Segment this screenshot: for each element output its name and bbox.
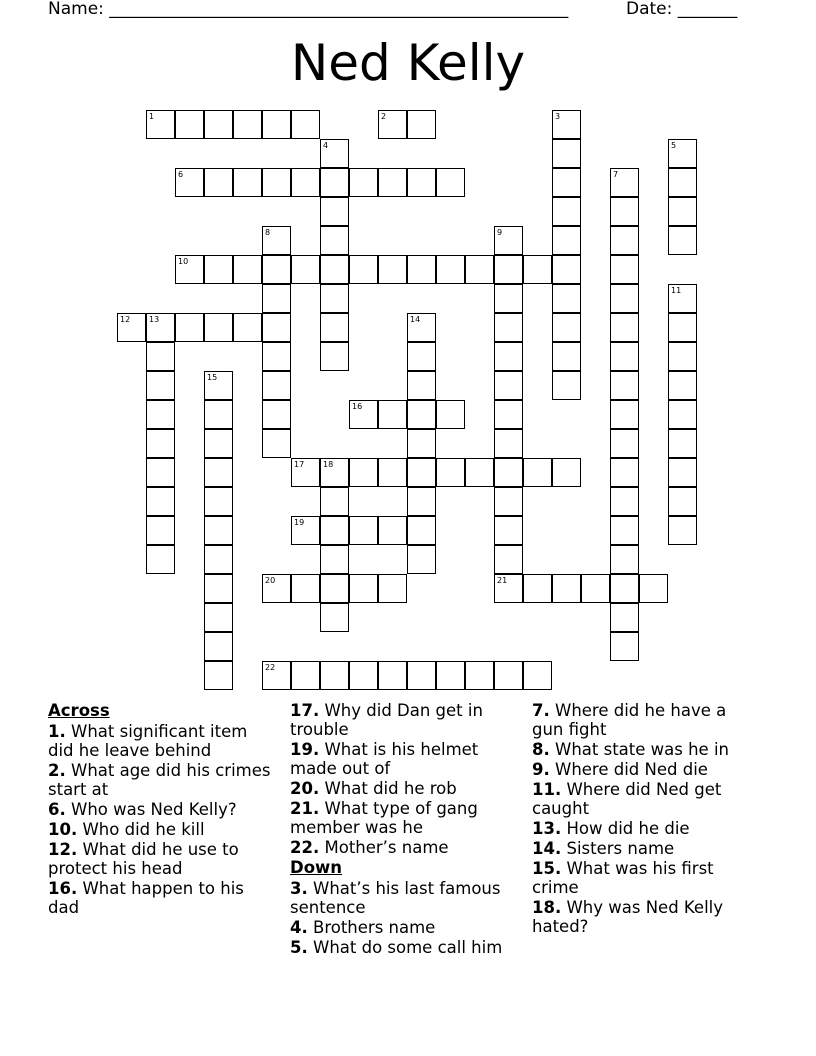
grid-cell[interactable]	[552, 313, 581, 342]
grid-cell[interactable]	[291, 574, 320, 603]
grid-cell[interactable]	[494, 284, 523, 313]
grid-cell[interactable]	[668, 342, 697, 371]
grid-cell[interactable]	[407, 342, 436, 371]
clue-down-11: 11. Where did Ned get caught	[532, 780, 722, 818]
clue-number: 21	[497, 576, 508, 585]
grid-cell[interactable]	[668, 487, 697, 516]
grid-cell[interactable]	[291, 458, 320, 487]
grid-cell[interactable]	[407, 168, 436, 197]
clue-number: 14	[410, 315, 421, 324]
grid-cell[interactable]	[146, 110, 175, 139]
grid-cell[interactable]	[262, 342, 291, 371]
grid-cell[interactable]	[349, 458, 378, 487]
grid-cell[interactable]	[320, 313, 349, 342]
grid-cell[interactable]	[407, 429, 436, 458]
grid-cell[interactable]	[233, 313, 262, 342]
grid-cell[interactable]	[523, 661, 552, 690]
grid-cell[interactable]	[146, 371, 175, 400]
grid-cell[interactable]	[320, 487, 349, 516]
grid-cell[interactable]	[204, 661, 233, 690]
grid-cell[interactable]	[668, 168, 697, 197]
clue-down-9: 9. Where did Ned die	[532, 760, 708, 779]
grid-cell[interactable]	[262, 110, 291, 139]
clue-down-13: 13. How did he die	[532, 819, 690, 838]
grid-cell[interactable]	[610, 168, 639, 197]
grid-cell[interactable]	[436, 255, 465, 284]
grid-cell[interactable]	[610, 371, 639, 400]
grid-cell[interactable]	[552, 255, 581, 284]
grid-cell[interactable]	[407, 400, 436, 429]
grid-cell[interactable]	[668, 400, 697, 429]
clue-down-4: 4. Brothers name	[290, 918, 436, 937]
grid-cell[interactable]	[117, 313, 146, 342]
clue-number: 9	[497, 228, 503, 237]
grid-cell[interactable]	[146, 400, 175, 429]
grid-cell[interactable]	[610, 226, 639, 255]
grid-cell[interactable]	[349, 661, 378, 690]
grid-cell[interactable]	[494, 400, 523, 429]
grid-cell[interactable]	[146, 342, 175, 371]
grid-cell[interactable]	[262, 661, 291, 690]
clue-across-19: 19. What is his helmet made out of	[290, 740, 479, 778]
grid-cell[interactable]	[146, 313, 175, 342]
grid-cell[interactable]	[610, 603, 639, 632]
grid-cell[interactable]	[262, 400, 291, 429]
grid-cell[interactable]	[175, 255, 204, 284]
clue-down-5: 5. What do some call him	[290, 938, 503, 957]
grid-cell[interactable]	[552, 284, 581, 313]
grid-cell[interactable]	[494, 487, 523, 516]
grid-cell[interactable]	[552, 458, 581, 487]
grid-cell[interactable]	[610, 632, 639, 661]
grid-cell[interactable]	[494, 313, 523, 342]
name-field-label[interactable]: Name: ______________________________________________________	[48, 0, 569, 19]
grid-cell[interactable]	[262, 313, 291, 342]
clue-number: 5	[671, 141, 677, 150]
grid-cell[interactable]	[465, 458, 494, 487]
grid-cell[interactable]	[320, 226, 349, 255]
grid-cell[interactable]	[291, 168, 320, 197]
clue-number: 3	[555, 112, 561, 121]
grid-cell[interactable]	[465, 661, 494, 690]
grid-cell[interactable]	[610, 545, 639, 574]
grid-cell[interactable]	[262, 226, 291, 255]
grid-cell[interactable]	[610, 400, 639, 429]
grid-cell[interactable]	[349, 168, 378, 197]
grid-cell[interactable]	[320, 342, 349, 371]
grid-cell[interactable]	[668, 284, 697, 313]
clue-down-7: 7. Where did he have a gun fight	[532, 701, 727, 739]
clue-number: 8	[265, 228, 271, 237]
grid-cell[interactable]	[407, 255, 436, 284]
grid-cell[interactable]	[552, 574, 581, 603]
clue-across-12: 12. What did he use to protect his head	[48, 840, 239, 878]
grid-cell[interactable]	[610, 197, 639, 226]
grid-cell[interactable]	[610, 284, 639, 313]
grid-cell[interactable]	[320, 516, 349, 545]
grid-cell[interactable]	[204, 545, 233, 574]
grid-cell[interactable]	[291, 110, 320, 139]
clues-column-1	[48, 701, 273, 918]
clue-across-16: 16. What happen to his dad	[48, 879, 244, 917]
grid-cell[interactable]	[320, 458, 349, 487]
grid-cell[interactable]	[204, 487, 233, 516]
grid-cell[interactable]	[262, 168, 291, 197]
grid-cell[interactable]	[494, 371, 523, 400]
grid-cell[interactable]	[523, 255, 552, 284]
clue-down-18: 18. Why was Ned Kelly hated?	[532, 898, 724, 936]
grid-cell[interactable]	[407, 458, 436, 487]
clue-number: 4	[323, 141, 329, 150]
clue-down-15: 15. What was his first crime	[532, 859, 714, 897]
grid-cell[interactable]	[552, 342, 581, 371]
grid-cell[interactable]	[262, 429, 291, 458]
grid-cell[interactable]	[407, 313, 436, 342]
grid-cell[interactable]	[552, 226, 581, 255]
grid-cell[interactable]	[262, 574, 291, 603]
grid-cell[interactable]	[407, 516, 436, 545]
grid-cell[interactable]	[552, 110, 581, 139]
grid-cell[interactable]	[494, 458, 523, 487]
grid-cell[interactable]	[581, 574, 610, 603]
grid-cell[interactable]	[668, 197, 697, 226]
grid-cell[interactable]	[204, 371, 233, 400]
grid-cell[interactable]	[146, 429, 175, 458]
grid-cell[interactable]	[204, 429, 233, 458]
grid-cell[interactable]	[146, 458, 175, 487]
grid-cell[interactable]	[204, 458, 233, 487]
grid-cell[interactable]	[668, 429, 697, 458]
clue-number: 20	[265, 576, 276, 585]
grid-cell[interactable]	[436, 458, 465, 487]
clue-number: 18	[323, 460, 334, 469]
grid-cell[interactable]	[320, 603, 349, 632]
grid-cell[interactable]	[407, 545, 436, 574]
grid-cell[interactable]	[175, 313, 204, 342]
grid-cell[interactable]	[494, 342, 523, 371]
grid-cell[interactable]	[494, 255, 523, 284]
clue-down-8: 8. What state was he in	[532, 740, 729, 759]
grid-cell[interactable]	[552, 139, 581, 168]
grid-cell[interactable]	[204, 516, 233, 545]
grid-cell[interactable]	[349, 516, 378, 545]
grid-cell[interactable]	[436, 400, 465, 429]
grid-cell[interactable]	[204, 574, 233, 603]
clue-across-17: 17. Why did Dan get in trouble	[290, 701, 483, 739]
clue-number: 19	[294, 518, 305, 527]
grid-cell[interactable]	[668, 313, 697, 342]
grid-cell[interactable]	[320, 197, 349, 226]
across-heading: Across	[48, 701, 110, 720]
grid-cell[interactable]	[349, 400, 378, 429]
grid-cell[interactable]	[407, 371, 436, 400]
clue-across-22: 22. Mother’s name	[290, 838, 449, 857]
date-field-label[interactable]: Date: _______	[626, 0, 738, 19]
clue-across-21: 21. What type of gang member was he	[290, 799, 478, 837]
grid-cell[interactable]	[523, 458, 552, 487]
clue-across-10: 10. Who did he kill	[48, 820, 205, 839]
clue-number: 6	[178, 170, 184, 179]
grid-cell[interactable]	[204, 400, 233, 429]
page-title: Ned Kelly	[290, 34, 526, 92]
grid-cell[interactable]	[378, 516, 407, 545]
grid-cell[interactable]	[262, 284, 291, 313]
grid-cell[interactable]	[523, 574, 552, 603]
clue-across-6: 6. Who was Ned Kelly?	[48, 800, 237, 819]
clue-down-14: 14. Sisters name	[532, 839, 675, 858]
grid-cell[interactable]	[494, 661, 523, 690]
grid-cell[interactable]	[668, 458, 697, 487]
grid-cell[interactable]	[610, 516, 639, 545]
grid-cell[interactable]	[668, 371, 697, 400]
grid-cell[interactable]	[233, 168, 262, 197]
grid-cell[interactable]	[320, 661, 349, 690]
grid-cell[interactable]	[146, 487, 175, 516]
grid-cell[interactable]	[552, 371, 581, 400]
grid-cell[interactable]	[320, 574, 349, 603]
grid-cell[interactable]	[494, 545, 523, 574]
grid-cell[interactable]	[291, 516, 320, 545]
grid-cell[interactable]	[204, 603, 233, 632]
clue-number: 12	[120, 315, 131, 324]
grid-cell[interactable]	[407, 487, 436, 516]
grid-cell[interactable]	[320, 168, 349, 197]
grid-cell[interactable]	[320, 284, 349, 313]
grid-cell[interactable]	[204, 168, 233, 197]
clue-number: 2	[381, 112, 387, 121]
grid-cell[interactable]	[175, 110, 204, 139]
clue-number: 7	[613, 170, 619, 179]
grid-cell[interactable]	[378, 400, 407, 429]
down-heading: Down	[290, 858, 343, 877]
grid-cell[interactable]	[233, 255, 262, 284]
grid-cell[interactable]	[204, 632, 233, 661]
grid-cell[interactable]	[378, 661, 407, 690]
grid-cell[interactable]	[639, 574, 668, 603]
grid-cell[interactable]	[378, 168, 407, 197]
grid-cell[interactable]	[378, 110, 407, 139]
grid-cell[interactable]	[494, 429, 523, 458]
clue-number: 10	[178, 257, 189, 266]
grid-cell[interactable]	[378, 458, 407, 487]
grid-cell[interactable]	[407, 110, 436, 139]
grid-cell[interactable]	[436, 168, 465, 197]
grid-cell[interactable]	[146, 545, 175, 574]
grid-cell[interactable]	[349, 255, 378, 284]
grid-cell[interactable]	[291, 661, 320, 690]
grid-cell[interactable]	[291, 255, 320, 284]
grid-cell[interactable]	[610, 429, 639, 458]
grid-cell[interactable]	[610, 574, 639, 603]
clue-across-2: 2. What age did his crimes start at	[48, 761, 271, 799]
grid-cell[interactable]	[465, 255, 494, 284]
grid-cell[interactable]	[610, 487, 639, 516]
grid-cell[interactable]	[668, 516, 697, 545]
grid-cell[interactable]	[262, 255, 291, 284]
grid-cell[interactable]	[320, 139, 349, 168]
grid-cell[interactable]	[552, 168, 581, 197]
grid-cell[interactable]	[175, 168, 204, 197]
clue-across-1: 1. What significant item did he leave behind	[48, 722, 248, 760]
grid-cell[interactable]	[146, 516, 175, 545]
clue-down-3: 3. What’s his last famous sentence	[290, 879, 501, 917]
clue-number: 15	[207, 373, 218, 382]
grid-cell[interactable]	[552, 197, 581, 226]
grid-cell[interactable]	[320, 545, 349, 574]
clue-number: 11	[671, 286, 682, 295]
grid-cell[interactable]	[204, 110, 233, 139]
clue-number: 13	[149, 315, 160, 324]
grid-cell[interactable]	[262, 371, 291, 400]
clue-number: 16	[352, 402, 363, 411]
grid-cell[interactable]	[204, 313, 233, 342]
grid-cell[interactable]	[610, 255, 639, 284]
grid-cell[interactable]	[407, 661, 436, 690]
grid-cell[interactable]	[436, 661, 465, 690]
clues-column-3	[532, 701, 762, 937]
grid-cell[interactable]	[494, 226, 523, 255]
grid-cell[interactable]	[349, 574, 378, 603]
clue-across-20: 20. What did he rob	[290, 779, 457, 798]
grid-cell[interactable]	[494, 574, 523, 603]
grid-cell[interactable]	[320, 255, 349, 284]
grid-cell[interactable]	[668, 226, 697, 255]
grid-cell[interactable]	[610, 313, 639, 342]
clue-number: 17	[294, 460, 305, 469]
grid-cell[interactable]	[610, 458, 639, 487]
grid-cell[interactable]	[233, 110, 262, 139]
grid-cell[interactable]	[494, 516, 523, 545]
grid-cell[interactable]	[378, 574, 407, 603]
grid-cell[interactable]	[378, 255, 407, 284]
grid-cell[interactable]	[610, 342, 639, 371]
grid-cell[interactable]	[204, 255, 233, 284]
grid-cell[interactable]	[668, 139, 697, 168]
clue-number: 1	[149, 112, 155, 121]
clues-column-2	[290, 701, 520, 958]
clue-number: 22	[265, 663, 276, 672]
